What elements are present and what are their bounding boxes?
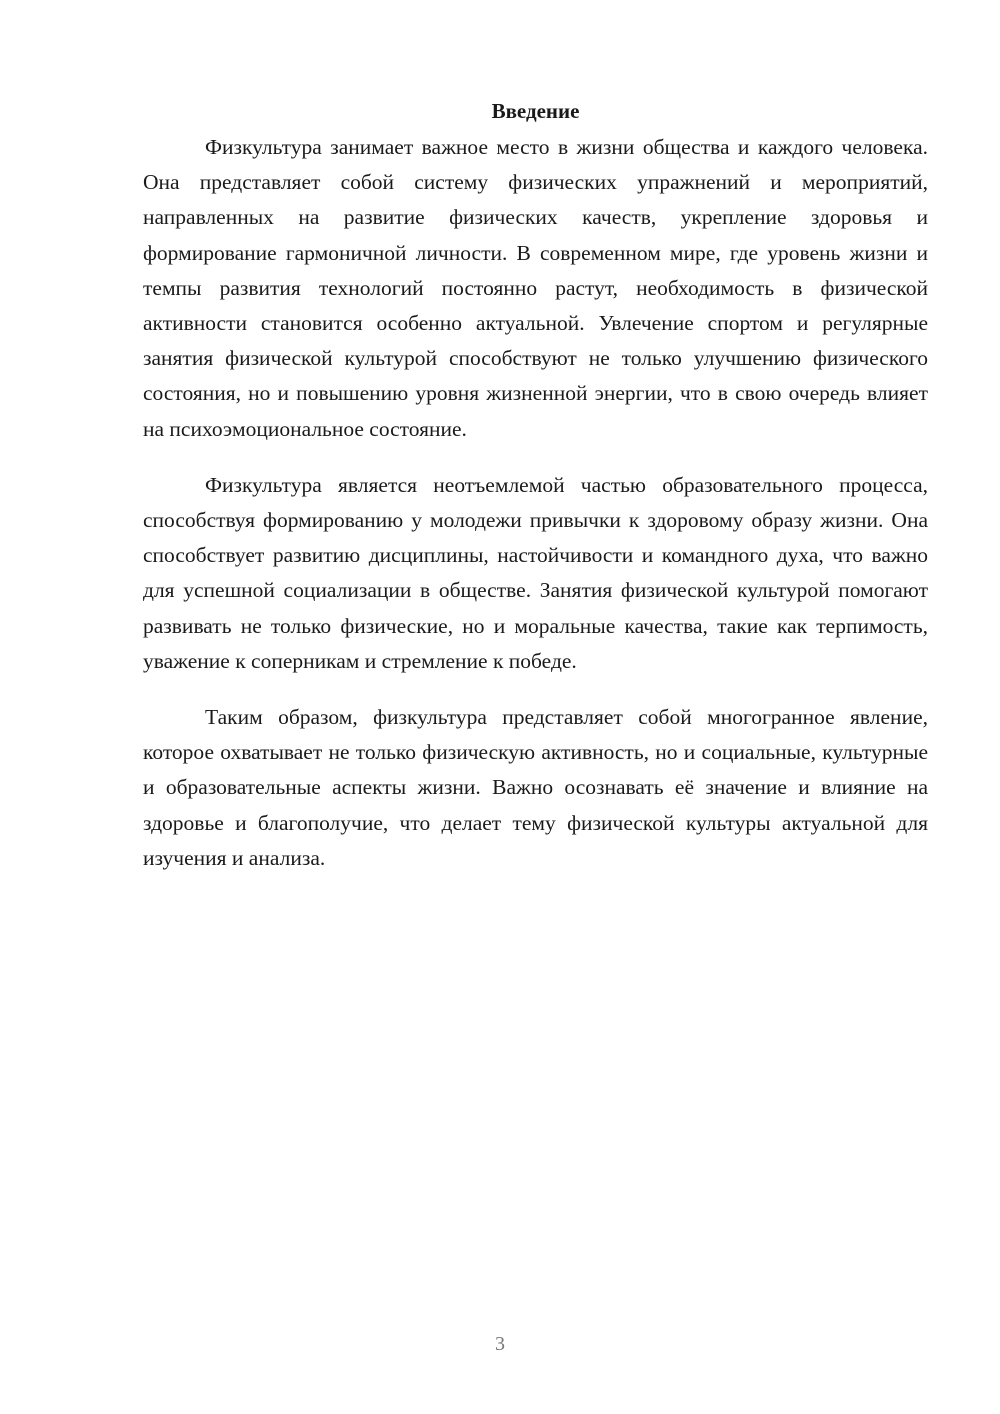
section-heading: Введение <box>491 99 580 123</box>
page-number: 3 <box>495 1333 505 1355</box>
paragraph-2: Физкультура является неотъемлемой частью образовательного процесса, способствуя формированию у молодежи привычки к здоровому образу жизни. Она способствует развитию дисциплины, настойчивости и командного духа, что важно для успешной социализации в обществе. Занятия физической культурой помогают развивать не только физические, но и моральные качества, такие как терпимость, уважение к соперникам и стремление к победе. <box>143 472 928 673</box>
paragraph-3: Таким образом, физкультура представляет собой многогранное явление, которое охватывает не только физическую активность, но и социальные, культурные и образовательные аспекты жизни. Важно осознавать её значение и влияние на здоровье и благополучие, что делает тему физической культуры актуальной для изучения и анализа. <box>143 705 928 870</box>
paragraph-1: Физкультура занимает важное место в жизни общества и каждого человека. Она представляет собой систему физических упражнений и мероприятий, направленных на развитие физических качеств, укрепление здоровья и формирование гармоничной личности. В современном мире, где уровень жизни и темпы развития технологий постоянно растут, необходимость в физической активности становится особенно актуальной. Увлечение спортом и регулярные занятия физической культурой способствуют не только улучшению физического состояния, но и повышению уровня жизненной энергии, что в свою очередь влияет на психоэмоциональное состояние. <box>143 135 928 441</box>
document-body <box>143 96 928 897</box>
